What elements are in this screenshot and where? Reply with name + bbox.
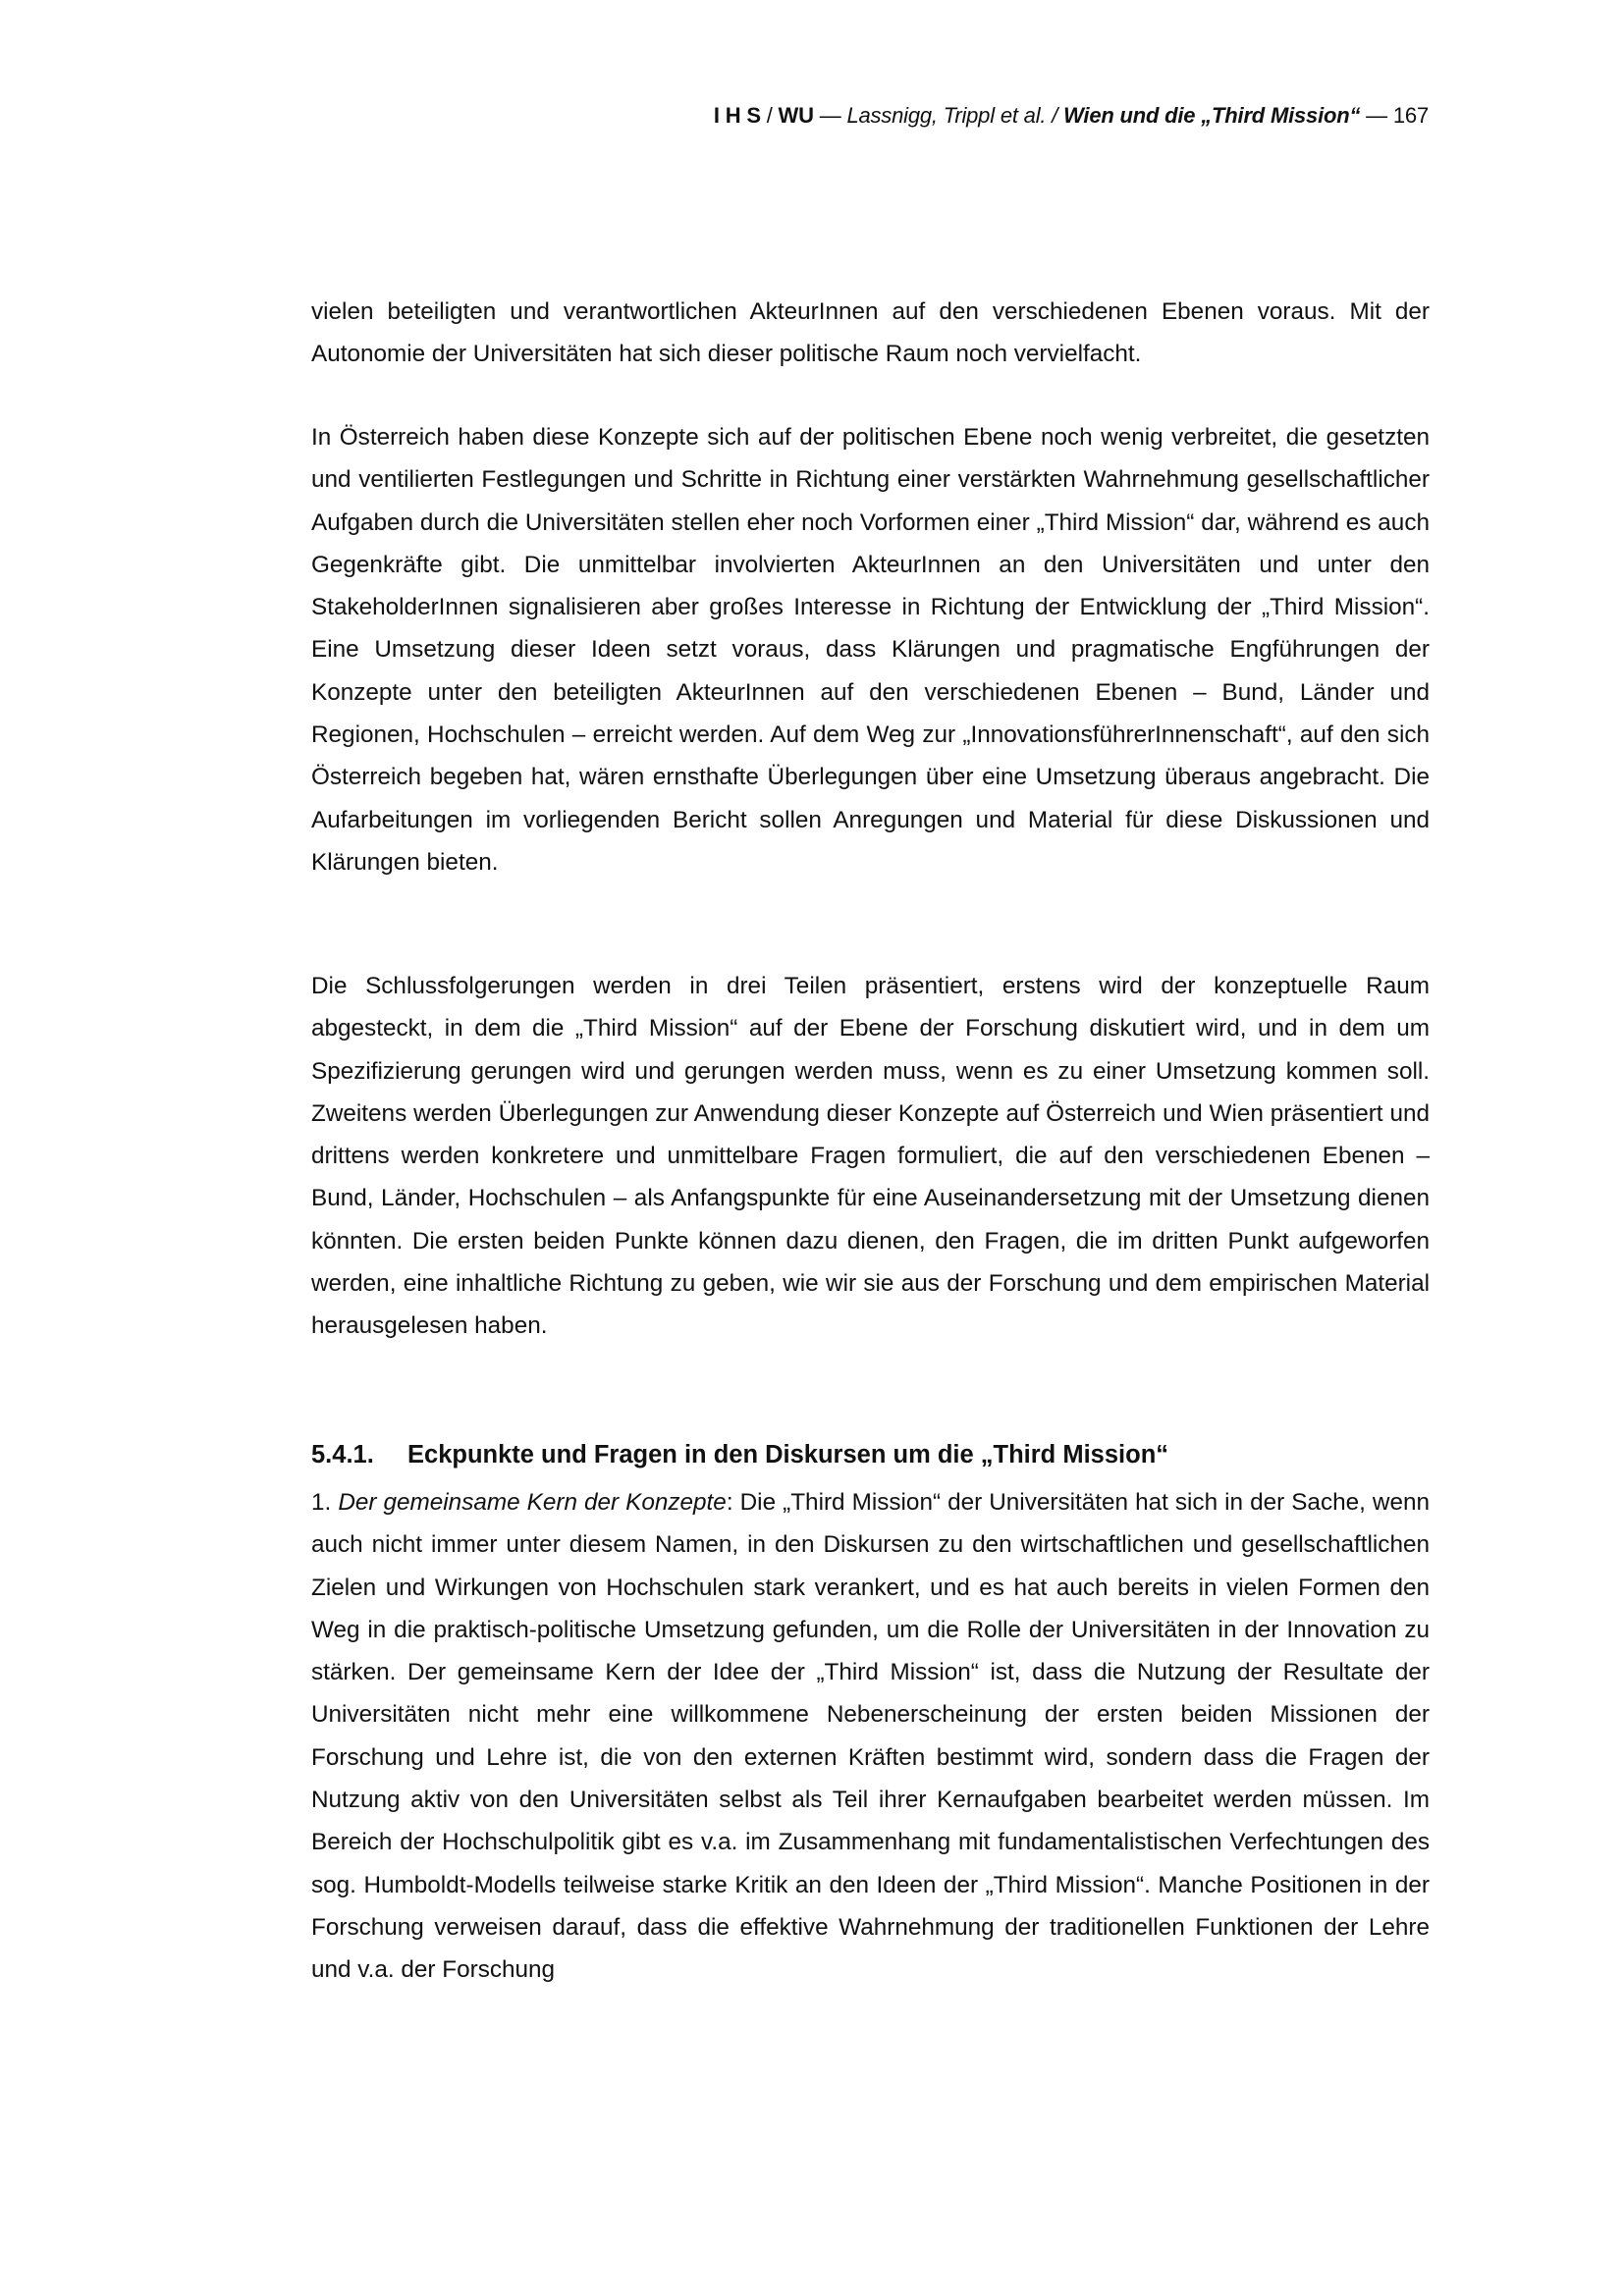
- header-org: I H S: [713, 103, 761, 128]
- body-text-block-4: [311, 1481, 1430, 1992]
- body-text-block-3: [311, 965, 1430, 1348]
- header-authors: Lassnigg, Trippl et al. /: [846, 103, 1064, 128]
- section-number: 5.4.1.: [311, 1441, 374, 1468]
- header-dash: —: [1360, 103, 1393, 128]
- running-header: [714, 102, 1429, 130]
- paragraph-1: vielen beteiligten und verantwortlichen AkteurInnen auf den verschiedenen Ebenen voraus. Mit der Autonomie der Universitäten hat sich dieser politische Raum noch vervielfacht.: [311, 298, 1430, 368]
- page-number: 167: [1392, 103, 1429, 128]
- header-title: Wien und die „Third Mission“: [1063, 103, 1361, 128]
- header-separator: /: [760, 103, 779, 128]
- point-colon: :: [726, 1489, 740, 1516]
- body-text-block-1: [311, 291, 1430, 376]
- header-org2: WU: [778, 103, 814, 128]
- paragraph-2: In Österreich haben diese Konzepte sich auf der politischen Ebene noch wenig verbreitet, die gesetzten und ventilierten Festlegungen und Schritte in Richtung einer verstärkten Wahrnehmung gesellschaftlicher Aufgaben durch die Universitäten stellen eher noch Vorformen einer „Third Mission“ dar, während es auch Gegenkräfte gibt. Die unmittelbar involvierten AkteurInnen an den Universitäten und unter den StakeholderInnen signalisieren aber großes Interesse in Richtung der Entwicklung der „Third Mission“. Eine Umsetzung dieser Ideen setzt voraus, dass Klärungen und pragmatische Engführungen der Konzepte unter den beteiligten AkteurInnen auf den verschiedenen Ebenen – Bund, Länder und Regionen, Hochschulen – erreicht werden. Auf dem Weg zur „InnovationsführerInnenschaft“, auf den sich Österreich begeben hat, wären ernsthafte Überlegungen über eine Umsetzung überaus angebracht. Die Aufarbeitungen im vorliegenden Bericht sollen Anregungen und Material für diese Diskussionen und Klärungen bieten.: [311, 424, 1430, 876]
- header-dash: —: [813, 103, 847, 128]
- point-number: 1.: [311, 1489, 339, 1516]
- point-text: Die „Third Mission“ der Universitäten hat sich in der Sache, wenn auch nicht immer unter diesem Namen, in den Diskursen zu den wirtschaftlichen und gesellschaftlichen Zielen und Wirkungen von Hochschulen stark verankert, und es hat auch bereits in vielen Formen den Weg in die praktisch-politische Umsetzung gefunden, um die Rolle der Universitäten in der Innovation zu stärken. Der gemeinsame Kern der Idee der „Third Mission“ ist, dass die Nutzung der Resultate der Universitäten nicht mehr eine willkommene Nebenerscheinung der ersten beiden Missionen der Forschung und Lehre ist, die von den externen Kräften bestimmt wird, sondern dass die Fragen der Nutzung aktiv von den Universitäten selbst als Teil ihrer Kernaufgaben bearbeitet werden müssen. Im Bereich der Hochschulpolitik gibt es v.a. im Zusammenhang mit fundamentalistischen Verfechtungen des sog. Humboldt-Modells teilweise starke Kritik an den Ideen der „Third Mission“. Manche Positionen in der Forschung verweisen darauf, dass die effektive Wahrnehmung der traditionellen Funktionen der Lehre und v.a. der Forschung: [311, 1489, 1430, 1984]
- point-title: Der gemeinsame Kern der Konzepte: [338, 1489, 727, 1516]
- section-title: Eckpunkte und Fragen in den Diskursen um die „Third Mission“: [407, 1441, 1169, 1468]
- paragraph-3: Die Schlussfolgerungen werden in drei Teilen präsentiert, erstens wird der konzeptuelle Raum abgesteckt, in dem die „Third Mission“ auf der Ebene der Forschung diskutiert wird, und in dem um Spezifizierung gerungen wird und gerungen werden muss, wenn es zu einer Umsetzung kommen soll. Zweitens werden Überlegungen zur Anwendung dieser Konzepte auf Österreich und Wien präsentiert und drittens werden konkretere und unmittelbare Fragen formuliert, die auf den verschiedenen Ebenen – Bund, Länder, Hochschulen – als Anfangspunkte für eine Auseinandersetzung mit der Umsetzung dienen könnten. Die ersten beiden Punkte können dazu dienen, den Fragen, die im dritten Punkt aufgeworfen werden, eine inhaltliche Richtung zu geben, wie wir sie aus der Forschung und dem empirischen Material herausgelesen haben.: [311, 973, 1430, 1340]
- section-heading: [311, 1439, 1430, 1470]
- body-text-block-2: [311, 416, 1430, 883]
- numbered-point-1: [311, 1481, 1430, 1992]
